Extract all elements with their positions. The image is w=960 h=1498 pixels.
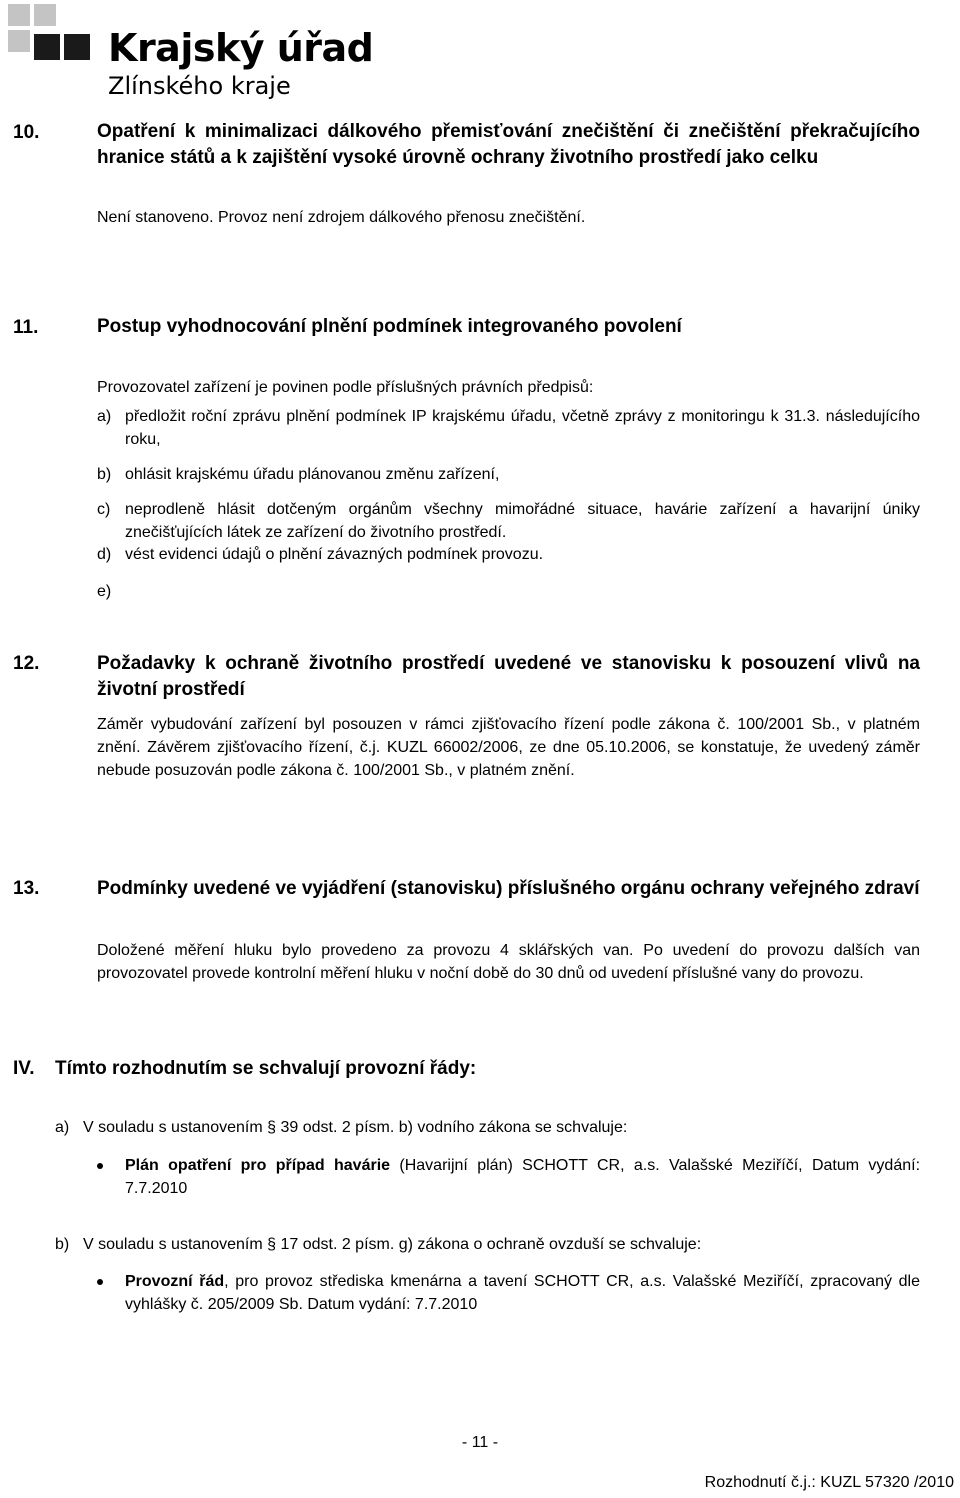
logo-square-light-2 <box>34 4 56 26</box>
logo-square-dark-1 <box>34 34 60 60</box>
section-13-text: Doložené měření hluku bylo provedeno za provozu 4 sklářských van. Po uvedení do provozu dalších van provozovatel provede kontrolní měření hluku v noční době do 30 dnů od uvedení příslušné vany do provozu. <box>97 942 920 982</box>
list-marker: a) <box>97 408 112 425</box>
list-text: vést evidenci údajů o plnění závazných podmínek provozu. <box>125 546 544 563</box>
list-marker: a) <box>55 1119 70 1136</box>
bullet-text <box>125 1270 920 1316</box>
section-12-text: Záměr vybudování zařízení byl posouzen v rámci zjišťovacího řízení podle zákona č. 100/2001 Sb., v platném znění. Závěrem zjišťovacího řízení, č.j. KUZL 66002/2006, ze dne 05.10.2006, se konstatuje, že uvedený záměr nebude posuzován podle zákona č. 100/2001 Sb., v platném znění. <box>97 716 920 779</box>
list-text: ohlásit krajskému úřadu plánovanou změnu zařízení, <box>125 466 500 483</box>
logo-square-light-1 <box>8 4 30 26</box>
bullet-dot <box>97 1163 103 1169</box>
list-text: předložit roční zprávu plnění podmínek IP krajskému úřadu, včetně zprávy z monitoringu k 31.3. následujícího roku, <box>125 408 920 448</box>
page-number: - 11 - <box>461 1434 499 1451</box>
logo-title: Krajský úřad <box>108 26 374 70</box>
section-11-intro: Provozovatel zařízení je povinen podle příslušných právních předpisů: <box>97 379 594 396</box>
list-text: neprodleně hlásit dotčeným orgánům všechny mimořádné situace, havárie zařízení a havarijní úniky znečišťujících látek ze zařízení do životního prostředí. <box>125 501 920 541</box>
list-marker: b) <box>97 466 112 483</box>
section-12-number: 12. <box>13 653 40 674</box>
section-iv-number: IV. <box>13 1058 35 1079</box>
section-12-title: Požadavky k ochraně životního prostředí uvedené ve stanovisku k posouzení vlivů na životní prostředí <box>97 653 920 700</box>
bullet-dot <box>97 1279 103 1285</box>
list-marker: e) <box>97 583 112 600</box>
section-10-text: Není stanoveno. Provoz není zdrojem dálkového přenosu znečištění. <box>97 209 586 226</box>
section-10-number: 10. <box>13 122 40 143</box>
logo-subtitle: Zlínského kraje <box>108 72 291 100</box>
list-marker: c) <box>97 501 111 518</box>
section-11-number: 11. <box>13 317 39 338</box>
list-text: V souladu s ustanovením § 39 odst. 2 písm. b) vodního zákona se schvaluje: <box>83 1119 628 1136</box>
logo-square-dark-2 <box>64 34 90 60</box>
section-iv-title: Tímto rozhodnutím se schvalují provozní řády: <box>55 1058 477 1079</box>
bullet-rest: , pro provoz střediska kmenárna a tavení SCHOTT CR, a.s. Valašské Meziříčí, zpracovaný dle vyhlášky č. 205/2009 Sb. Datum vydání: 7.7.2010 <box>125 1273 921 1313</box>
bullet-text <box>125 1154 920 1200</box>
bullet-bold: Plán opatření pro případ havárie <box>125 1157 391 1174</box>
document-reference: Rozhodnutí č.j.: KUZL 57320 /2010 <box>704 1474 954 1491</box>
logo-square-light-3 <box>8 30 30 52</box>
section-13-title: Podmínky uvedené ve vyjádření (stanovisku) příslušného orgánu ochrany veřejného zdraví <box>97 878 920 899</box>
section-11-title: Postup vyhodnocování plnění podmínek integrovaného povolení <box>97 316 682 337</box>
list-marker: b) <box>55 1236 70 1253</box>
bullet-bold: Provozní řád <box>125 1273 225 1290</box>
list-text: V souladu s ustanovením § 17 odst. 2 písm. g) zákona o ochraně ovzduší se schvaluje: <box>83 1236 702 1253</box>
section-13-number: 13. <box>13 878 40 899</box>
section-10-title: Opatření k minimalizaci dálkového přemisťování znečištění či znečištění překračujícího hranice států a k zajištění vysoké úrovně ochrany životního prostředí jako celku <box>97 121 920 168</box>
list-marker: d) <box>97 546 112 563</box>
bullet-rest: (Havarijní plán) SCHOTT CR, a.s. Valašské Meziříčí, Datum vydání: 7.7.2010 <box>125 1157 921 1197</box>
